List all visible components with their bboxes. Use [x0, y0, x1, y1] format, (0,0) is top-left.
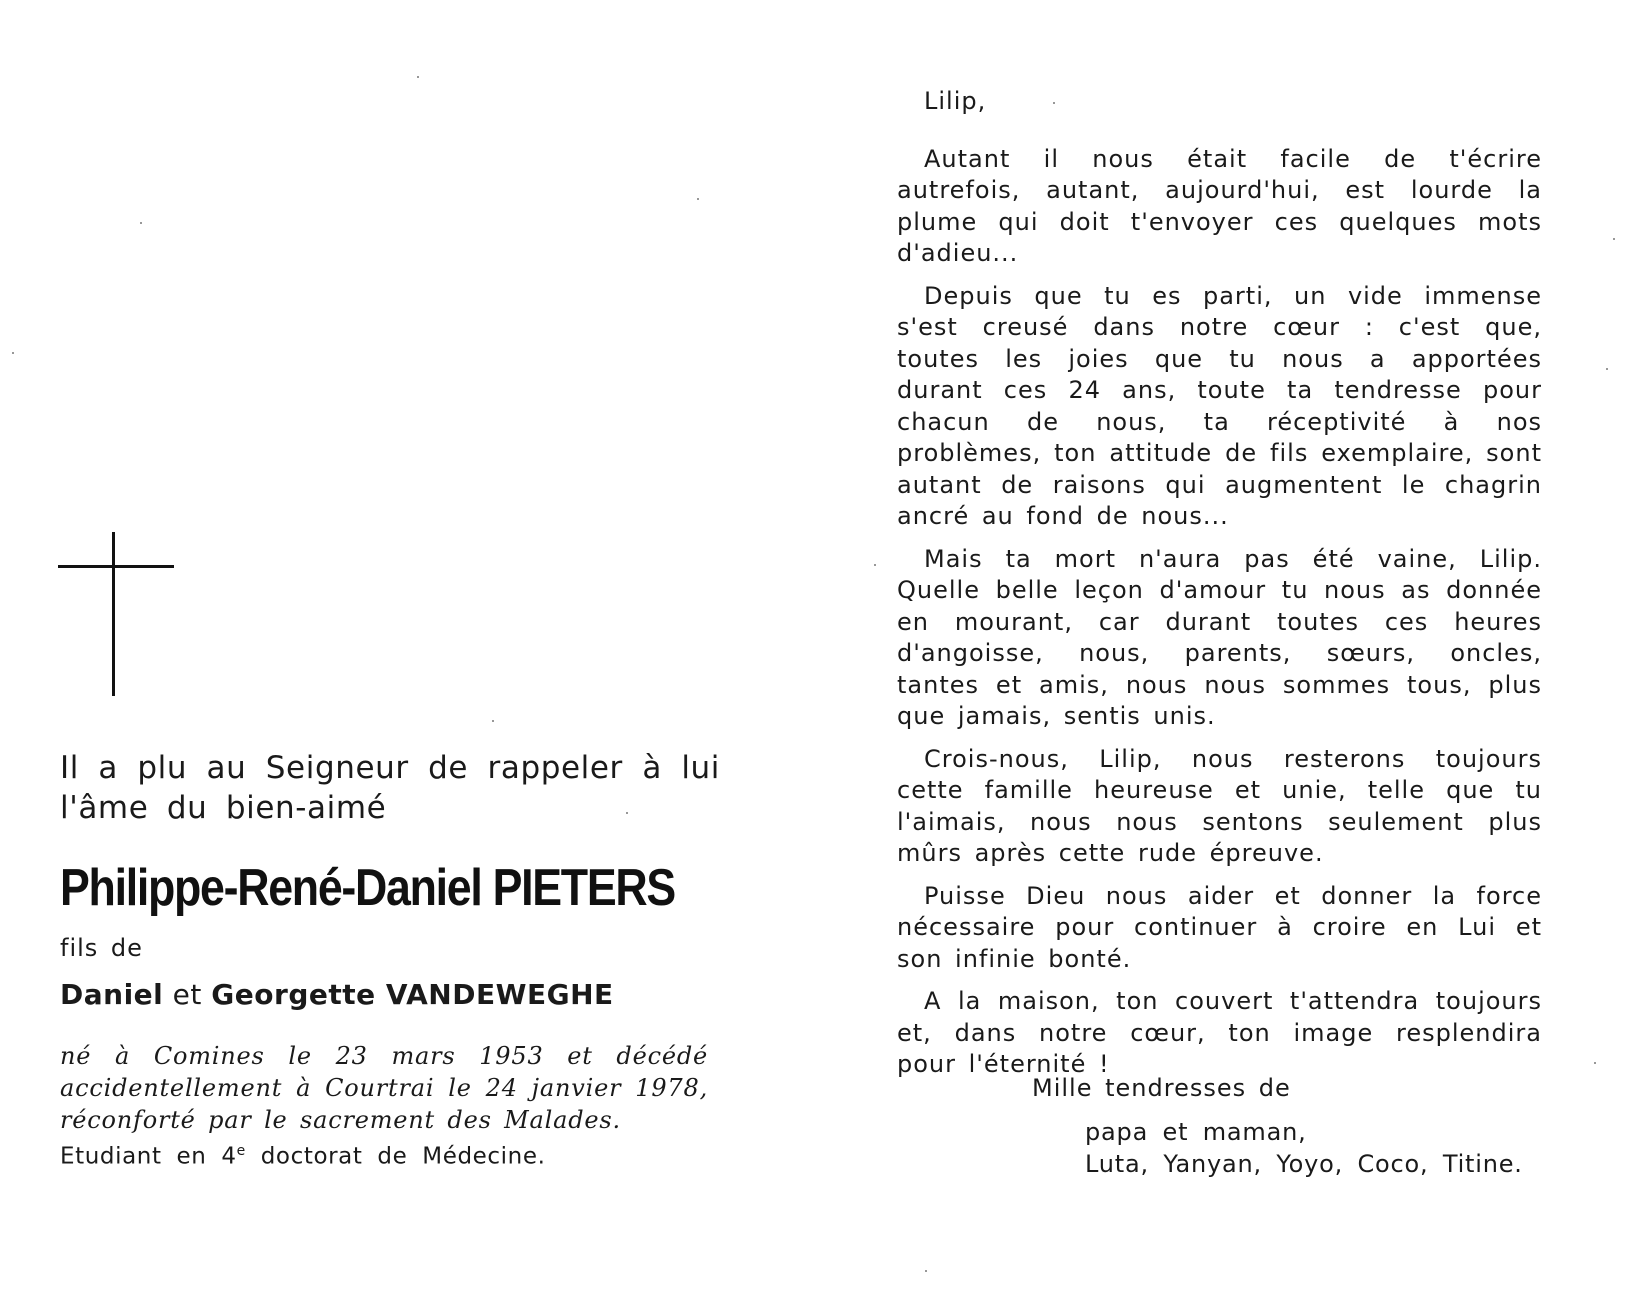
letter-paragraph: Puisse Dieu nous aider et donner la force nécessaire pour continuer à croire en Lui et son infinie bonté. — [897, 881, 1542, 973]
letter-paragraph: Autant il nous était facile de t'écrire autrefois, autant, aujourd'hui, est lourde la plume qui doit t'envoyer ces quelques mots d'adieu... — [897, 144, 1542, 267]
birth-death-text: né à Comines le 23 mars 1953 et décédé accidentellement à Courtrai le 24 janvier 1978, réconforté par le sacrement des Malades. — [60, 1042, 708, 1134]
scan-speck — [140, 222, 142, 224]
scan-speck — [626, 812, 628, 814]
study-suffix: doctorat de Médecine. — [245, 1143, 546, 1170]
study-superscript: e — [236, 1143, 246, 1159]
farewell-letter — [897, 86, 1542, 1092]
intro-text: Il a plu au Seigneur de rappeler à lui l'âme du bien-aimé — [60, 750, 720, 826]
scan-speck — [12, 352, 14, 354]
scan-speck — [697, 198, 699, 200]
father-name: Daniel — [60, 978, 164, 1011]
conjunction: et — [172, 978, 202, 1011]
letter-paragraph: Depuis que tu es parti, un vide immense s'est creusé dans notre cœur : c'est que, toutes les joies que tu nous a apportées durant ces 24 ans, toute ta tendresse pour chacun de nous, ta réceptivité à nos problèmes, ton attitude de fils exemplaire, sont autant de raisons qui augmentent le chagrin ancré au fond de nous... — [897, 281, 1542, 530]
study-prefix: Etudiant en 4 — [60, 1143, 237, 1170]
scan-speck — [1053, 102, 1055, 104]
letter-paragraph: A la maison, ton couvert t'attendra toujours et, dans notre cœur, ton image resplendira pour l'éternité ! — [897, 987, 1542, 1078]
scan-speck — [1613, 238, 1615, 240]
letter-salutation: Lilip, — [924, 87, 987, 115]
signature-siblings: Luta, Yanyan, Yoyo, Coco, Titine. — [1085, 1150, 1523, 1178]
scan-speck — [417, 76, 419, 78]
scan-speck — [1606, 368, 1608, 370]
letter-closing: Mille tendresses de — [1032, 1074, 1291, 1102]
scan-speck — [874, 564, 876, 566]
parents-names — [60, 978, 614, 1011]
letter-paragraph: Mais ta mort n'aura pas été vaine, Lilip. Quelle belle leçon d'amour tu nous as donnée en mourant, car durant toutes ces heures d'angoisse, nous, parents, sœurs, oncles, tantes et amis, nous nous sommes tous, plus que jamais, sentis unis. — [897, 544, 1542, 730]
scan-speck — [925, 1270, 927, 1272]
cross-icon — [58, 532, 174, 696]
mother-name: Georgette VANDEWEGHE — [211, 978, 614, 1011]
son-of-label: fils de — [60, 934, 143, 962]
scan-speck — [492, 720, 494, 722]
deceased-name: Philippe-René-Daniel PIETERS — [60, 859, 675, 917]
scan-speck — [1594, 1062, 1596, 1064]
letter-paragraph: Crois-nous, Lilip, nous resterons toujours cette famille heureuse et unie, telle que tu l'aimais, nous nous sentons seulement plus mûrs après cette rude épreuve. — [897, 744, 1542, 867]
signature-parents: papa et maman, — [1085, 1118, 1307, 1146]
study-text — [60, 1143, 546, 1170]
